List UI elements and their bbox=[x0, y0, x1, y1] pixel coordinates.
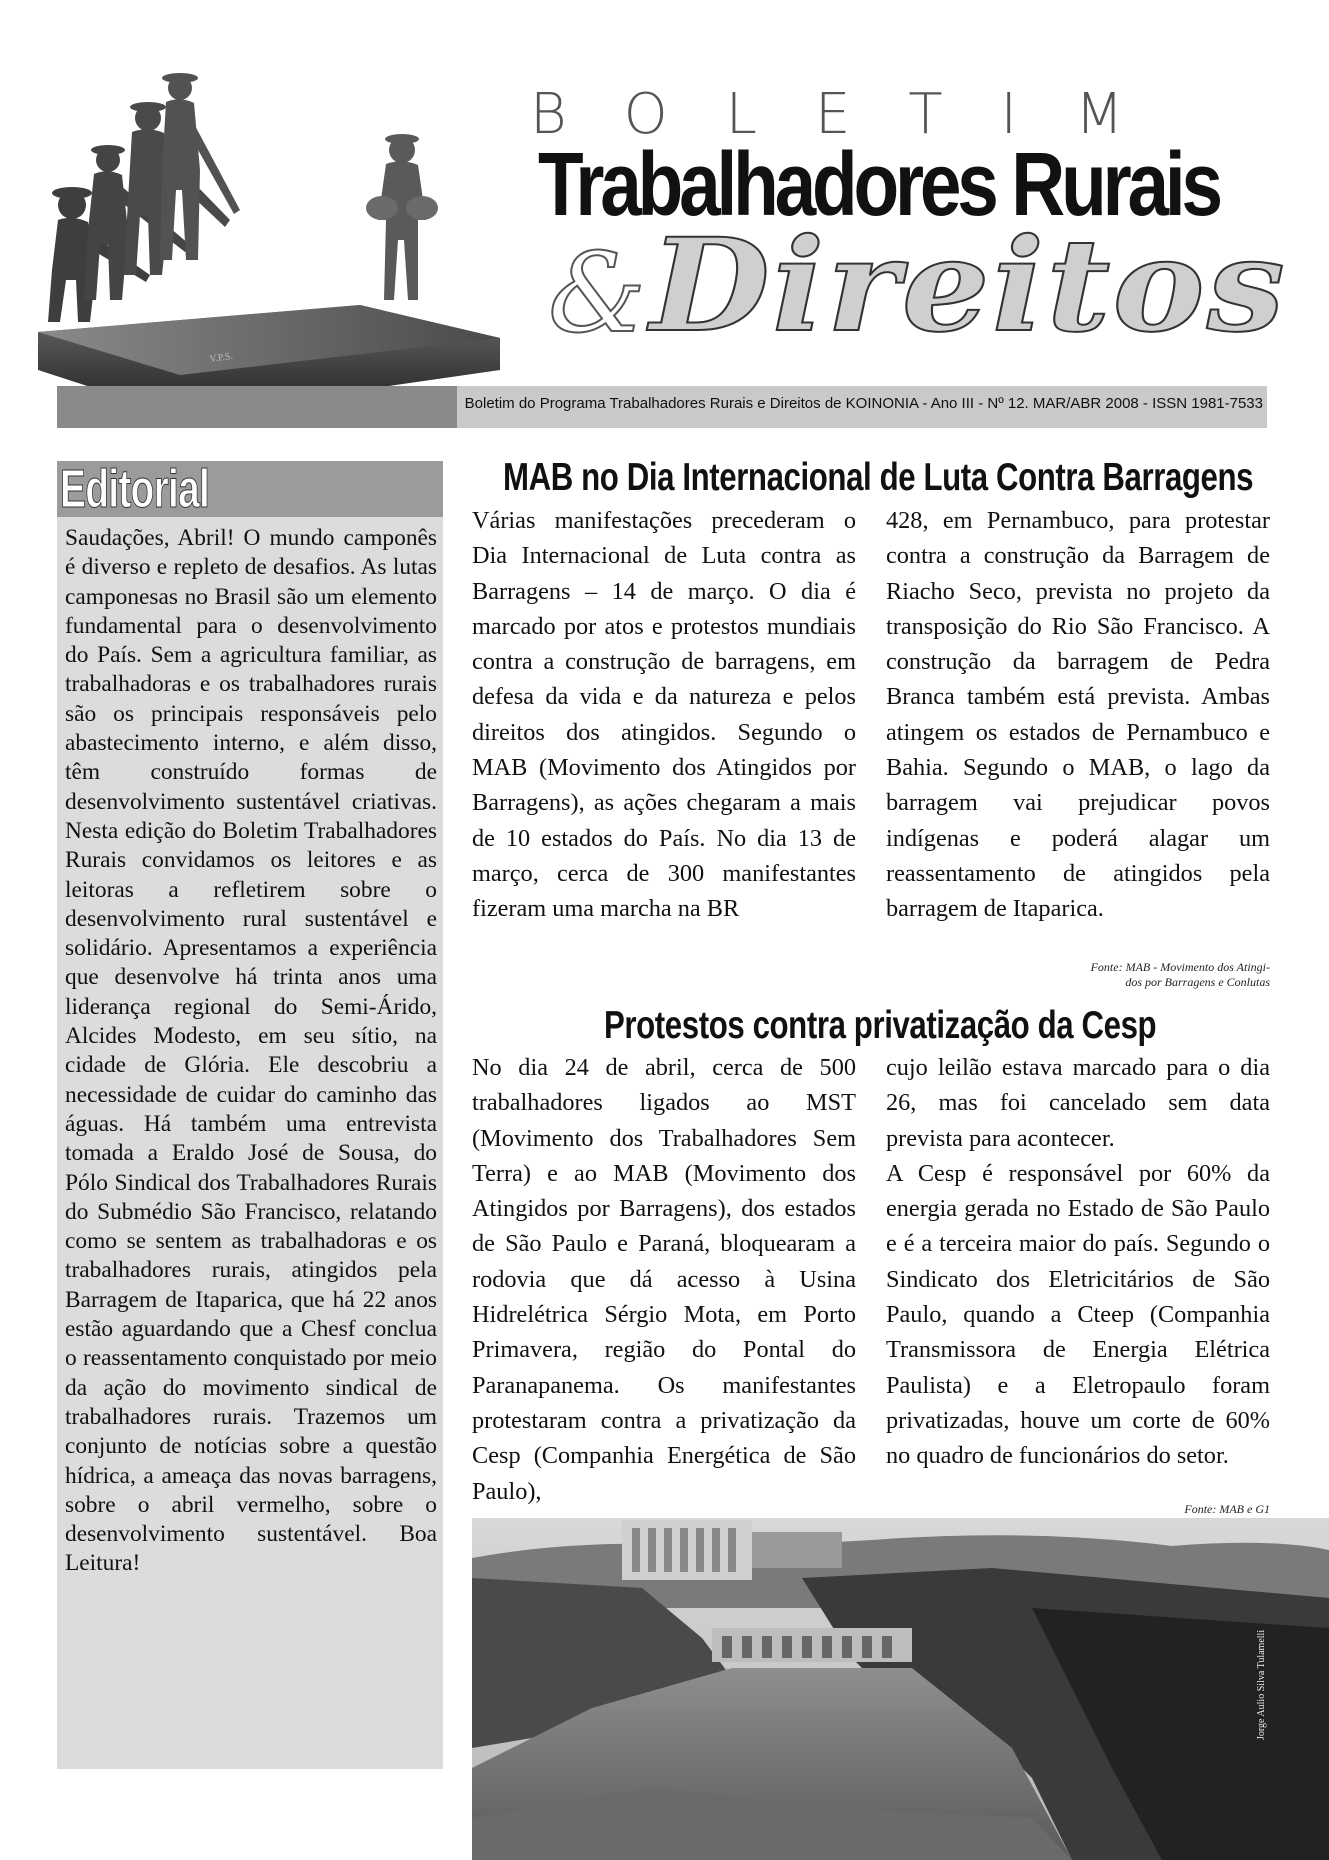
article2-column-2-paragraph-1: cujo leilão estava marcado para o dia 26, mas foi cancelado sem data prevista para acontecer. bbox=[886, 1054, 1270, 1152]
masthead-ribbon-shade bbox=[57, 386, 457, 428]
article2-source: Fonte: MAB e G1 bbox=[1184, 1502, 1270, 1516]
article2-headline: Protestos contra privatização da Cesp bbox=[604, 1004, 1157, 1047]
dam-canyon-photo bbox=[472, 1518, 1329, 1860]
article2-column-2-paragraph-2: A Cesp é responsável por 60% da energia gerada no Estado de São Paulo e é a terceira maior do país. Segundo o Sindicato dos Eletricitários de São Paulo, quando a Cteep (Companhia Transmissora de Energia Elétrica Paulista) e a Eletropaulo foram privatizadas, houve um corte de 60% no quadro de funcionários do setor. bbox=[886, 1159, 1270, 1470]
article2-column-2 bbox=[886, 1050, 1270, 1474]
editorial-title: Editorial bbox=[60, 459, 210, 519]
photo-credit: Jorge Aulio Silva Tulamelli bbox=[1256, 1629, 1267, 1740]
editorial-body: Saudações, Abril! O mundo camponês é diverso e repleto de desafios. As lutas camponesas no Brasil são um elemento fundamental para o desenvolvimento do País. Sem a agricultura familiar, as trabalhadoras e os trabalhadores rurais são os principais responsáveis pelo abastecimento interno, e além disso, têm construído formas de desenvolvimento sustentável criativas. Nesta edição do Boletim Trabalhadores Rurais convidamos os leitores e as leitoras a refletirem sobre o desenvolvimento rural sustentável e solidário. Apresentamos a experiência que desenvolve há trinta anos uma liderança regional do Semi-Árido, Alcides Modesto, em seu sítio, na cidade de Glória. Ele descobriu a necessidade de cuidar do caminho das águas. Há também uma entrevista tomada a Eraldo José de Sousa, do Pólo Sindical dos Trabalhadores Rurais do Submédio São Francisco, relatando como se sentem as trabalhadoras e os trabalhadores rurais, atingidos pela Barragem de Itaparica, que há 22 anos estão aguardando que a Chesf conclua o reassentamento conquistado por meio da ação do movimento sindical de trabalhadores rurais. Trazemos um conjunto de notícias sobre a questão hídrica, a ameaça das novas barragens, sobre o abril vermelho, sobre o desenvolvimento sustentável. Boa Leitura! bbox=[65, 525, 437, 1577]
masthead-ampersand: & bbox=[548, 229, 646, 357]
masthead-ribbon-text: Boletim do Programa Trabalhadores Rurais e Direitos de KOINONIA - Ano III - Nº 12. MAR/ABR 2008 - ISSN 1981-7533 bbox=[464, 395, 1263, 412]
clay-figures-hoeing-image bbox=[30, 70, 530, 430]
masthead-kicker: BOLETIM bbox=[530, 82, 1182, 147]
masthead-script-title: Direitos bbox=[650, 211, 1287, 361]
masthead-title: Trabalhadores Rurais bbox=[538, 135, 1219, 235]
article2-column-1: No dia 24 de abril, cerca de 500 trabalhadores ligados ao MST (Movimento dos Trabalhadores Sem Terra) e ao MAB (Movimento dos Atingidos por Barragens), dos estados de São Paulo e Paraná, bloquearam a rodovia que dá acesso à Usina Hidrelétrica Sérgio Mota, em Porto Primavera, região do Pontal do Paranapanema. Os manifestantes protestaram contra a privatização da Cesp (Companhia Energética de São Paulo), bbox=[472, 1054, 856, 1505]
base-signature: V.P.S. bbox=[208, 350, 234, 365]
article1-source-line2: dos por Barragens e Conlutas bbox=[1125, 975, 1270, 989]
masthead bbox=[0, 0, 1329, 430]
article1-source bbox=[886, 960, 1270, 990]
article1-source-line1: Fonte: MAB - Movimento dos Atingi- bbox=[1090, 960, 1270, 974]
article1-column-1: Várias manifestações precederam o Dia Internacional de Luta contra as Barragens – 14 de março. O dia é marcado por atos e protestos mundiais contra a construção de barragens, em defesa da vida e da natureza e pelos direitos dos atingidos. Segundo o MAB (Movimento dos Atingidos por Barragens), as ações chegaram a mais de 10 estados do País. No dia 13 de março, cerca de 300 manifestantes fizeram uma marcha na BR bbox=[472, 507, 856, 923]
article1-column-2: 428, em Pernambuco, para protestar contra a construção da Barragem de Riacho Seco, prevista no projeto da transposição do Rio São Francisco. A construção da barragem de Pedra Branca também está prevista. Ambas atingem os estados de Pernambuco e Bahia. Segundo o MAB, o lago da barragem vai prejudicar povos indígenas e poderá alagar um reassentamento de atingidos pela barragem de Itaparica. bbox=[886, 507, 1270, 923]
article1-headline: MAB no Dia Internacional de Luta Contra Barragens bbox=[503, 456, 1254, 499]
